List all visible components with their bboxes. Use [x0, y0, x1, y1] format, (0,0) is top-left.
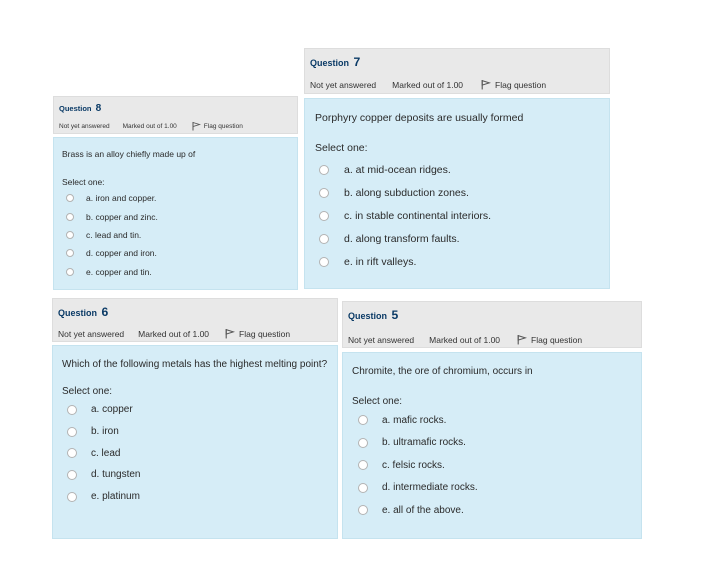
radio-button[interactable] [319, 257, 329, 267]
question-5 [342, 301, 642, 539]
answer-option-e[interactable] [352, 499, 632, 522]
radio-button[interactable] [358, 460, 368, 470]
radio-button[interactable] [319, 165, 329, 175]
answer-options [62, 399, 328, 507]
radio-button[interactable] [319, 211, 329, 221]
option-label: a. iron and copper. [86, 193, 157, 204]
option-label: b. ultramafic rocks. [382, 437, 466, 449]
option-label: b. along subduction zones. [344, 186, 469, 199]
option-label: e. in rift valleys. [344, 256, 417, 269]
radio-button[interactable] [66, 194, 74, 202]
answer-options [315, 158, 599, 274]
answer-option-a[interactable] [62, 189, 289, 207]
answer-option-e[interactable] [62, 263, 289, 281]
radio-button[interactable] [66, 249, 74, 257]
select-one-label: Select one: [352, 396, 403, 407]
select-one-label: Select one: [62, 177, 105, 187]
answer-option-e[interactable] [62, 486, 328, 508]
option-label: e. copper and tin. [86, 266, 152, 277]
flag-question-label: Flag question [239, 328, 291, 339]
flag-icon [480, 79, 491, 90]
radio-button[interactable] [67, 405, 77, 415]
question-grade: Marked out of 1.00 [138, 328, 210, 339]
radio-button[interactable] [67, 427, 77, 437]
radio-button[interactable] [66, 231, 74, 239]
option-label: a. at mid-ocean ridges. [344, 163, 451, 176]
question-number-value: 5 [391, 308, 399, 322]
answer-option-d[interactable] [315, 228, 599, 251]
option-label: b. copper and zinc. [86, 211, 158, 222]
question-7 [304, 48, 610, 289]
option-label: c. lead [91, 447, 121, 459]
flag-question-label: Flag question [531, 334, 583, 345]
option-label: d. tungsten [91, 469, 141, 481]
radio-button[interactable] [67, 448, 77, 458]
question-info [52, 298, 338, 342]
question-8 [53, 96, 298, 290]
radio-button[interactable] [67, 470, 77, 480]
question-content [342, 352, 642, 539]
question-state: Not yet answered [59, 122, 110, 130]
answer-option-d[interactable] [352, 477, 632, 500]
question-state: Not yet answered [348, 334, 415, 345]
question-number [348, 308, 636, 322]
option-label: a. copper [91, 404, 133, 416]
option-label: b. iron [91, 426, 119, 438]
question-content [304, 98, 610, 289]
question-label: Question [310, 58, 350, 68]
question-number-value: 8 [95, 103, 102, 114]
radio-button[interactable] [66, 213, 74, 221]
radio-button[interactable] [319, 234, 329, 244]
question-number [59, 103, 292, 114]
answer-option-a[interactable] [62, 399, 328, 421]
option-label: e. all of the above. [382, 504, 464, 516]
answer-options [62, 189, 289, 281]
answer-options [352, 409, 632, 522]
question-text: Which of the following metals has the highest melting point? [62, 359, 328, 370]
question-info [53, 96, 298, 134]
radio-button[interactable] [358, 415, 368, 425]
flag-icon [191, 121, 201, 131]
question-label: Question [59, 104, 92, 113]
radio-button[interactable] [358, 483, 368, 493]
answer-option-a[interactable] [352, 409, 632, 432]
option-label: d. copper and iron. [86, 248, 157, 259]
radio-button[interactable] [358, 438, 368, 448]
answer-option-b[interactable] [62, 207, 289, 225]
question-content [52, 345, 338, 539]
answer-option-c[interactable] [62, 226, 289, 244]
flag-question-label: Flag question [203, 122, 243, 130]
answer-option-c[interactable] [315, 204, 599, 227]
question-label: Question [348, 311, 388, 321]
question-number [58, 305, 332, 319]
answer-option-d[interactable] [62, 464, 328, 486]
question-number [310, 55, 604, 69]
option-label: c. in stable continental interiors. [344, 209, 492, 222]
option-label: e. platinum [91, 491, 140, 503]
radio-button[interactable] [67, 492, 77, 502]
answer-option-d[interactable] [62, 244, 289, 262]
question-info [342, 301, 642, 348]
answer-option-b[interactable] [62, 421, 328, 443]
question-state: Not yet answered [310, 79, 377, 90]
answer-option-c[interactable] [62, 442, 328, 464]
question-text: Brass is an alloy chiefly made up of [62, 149, 196, 159]
question-grade: Marked out of 1.00 [122, 122, 177, 130]
radio-button[interactable] [319, 188, 329, 198]
option-label: d. intermediate rocks. [382, 482, 478, 494]
select-one-label: Select one: [62, 386, 113, 397]
flag-question-label: Flag question [495, 79, 547, 90]
question-state: Not yet answered [58, 328, 125, 339]
question-label: Question [58, 308, 98, 318]
question-text: Porphyry copper deposits are usually formed [315, 112, 524, 124]
answer-option-c[interactable] [352, 454, 632, 477]
flag-question-link[interactable] [191, 121, 243, 131]
flag-icon [516, 334, 527, 345]
option-label: a. mafic rocks. [382, 414, 447, 426]
select-one-label: Select one: [315, 142, 368, 154]
radio-button[interactable] [358, 505, 368, 515]
flag-question-link[interactable] [480, 79, 546, 90]
answer-option-b[interactable] [315, 181, 599, 204]
question-grade: Marked out of 1.00 [429, 334, 501, 345]
option-label: c. lead and tin. [86, 229, 142, 240]
question-grade: Marked out of 1.00 [392, 79, 464, 90]
answer-option-b[interactable] [352, 432, 632, 455]
flag-question-link[interactable] [516, 334, 582, 345]
question-info [304, 48, 610, 94]
answer-option-a[interactable] [315, 158, 599, 181]
question-content [53, 137, 298, 290]
flag-question-link[interactable] [224, 328, 290, 339]
radio-button[interactable] [66, 268, 74, 276]
option-label: c. felsic rocks. [382, 459, 445, 471]
question-number-value: 6 [101, 305, 109, 319]
flag-icon [224, 328, 235, 339]
question-text: Chromite, the ore of chromium, occurs in [352, 366, 533, 377]
option-label: d. along transform faults. [344, 233, 460, 246]
question-6 [52, 298, 338, 539]
answer-option-e[interactable] [315, 251, 599, 274]
question-number-value: 7 [353, 55, 361, 69]
